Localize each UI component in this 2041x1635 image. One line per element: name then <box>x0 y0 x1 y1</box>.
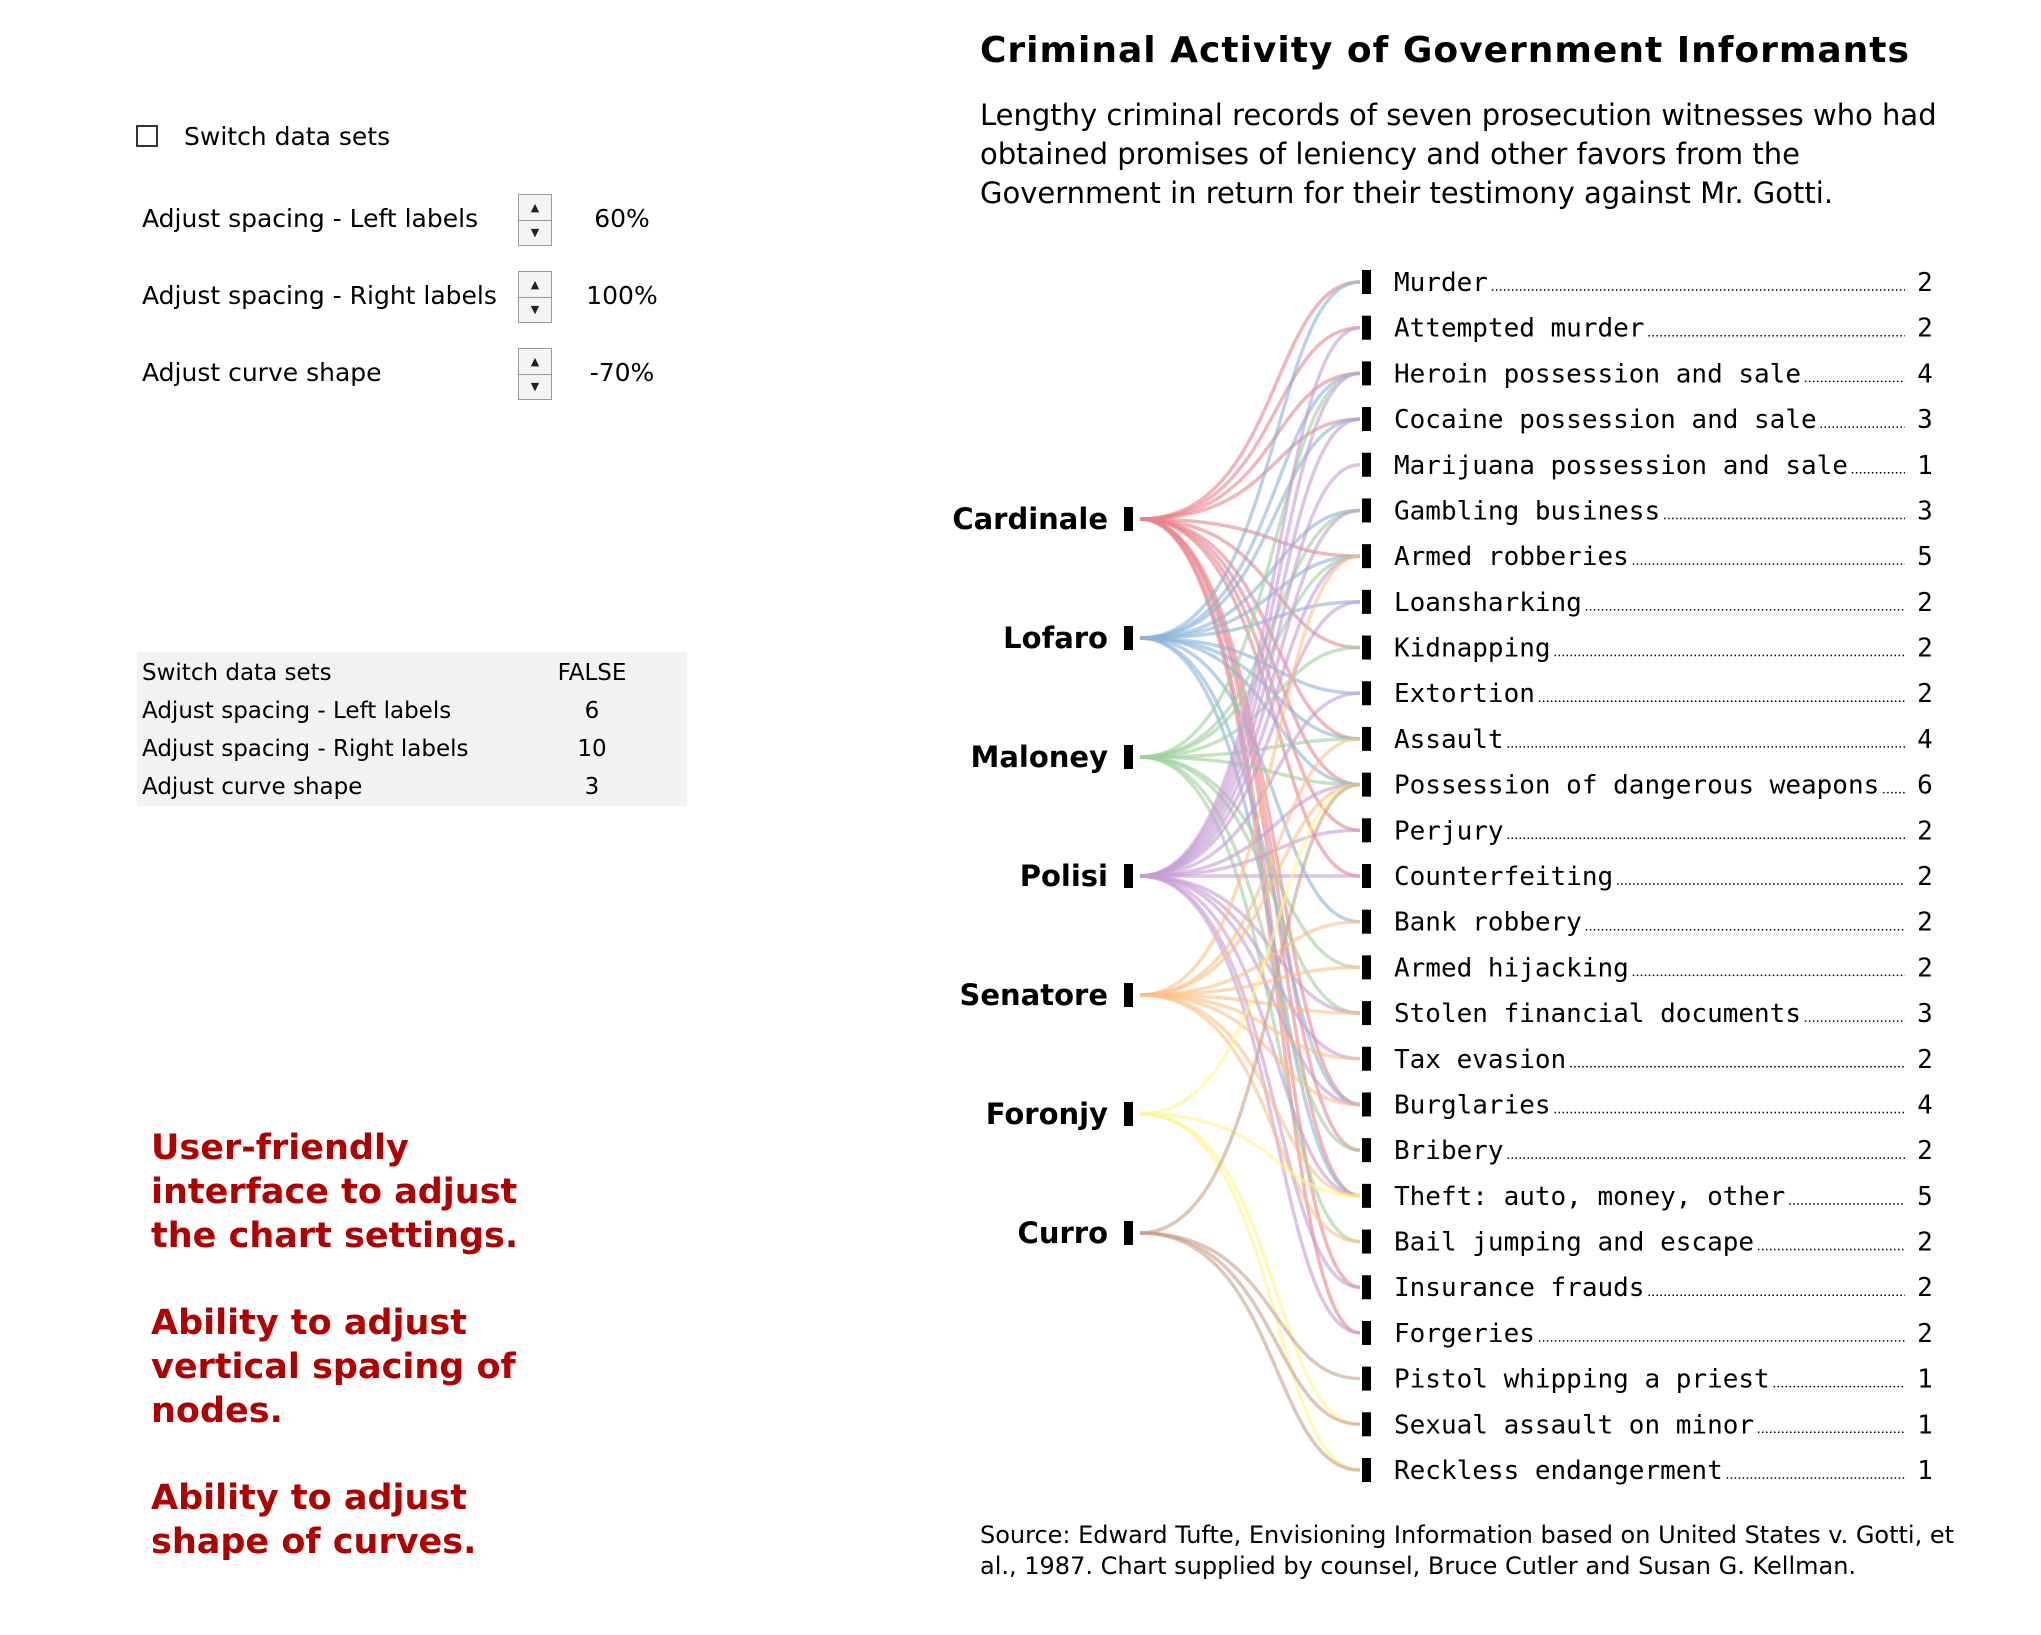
left-spacing-value: 60% <box>594 204 650 233</box>
right-node-marker <box>1362 910 1371 934</box>
right-node-marker <box>1362 1230 1371 1254</box>
feature-note: User-friendly interface to adjust the chart settings. <box>151 1128 519 1256</box>
right-node-count: 2 <box>1917 587 1933 618</box>
right-node-label: Insurance frauds <box>1394 1273 1645 1304</box>
left-node-label: Lofaro <box>1003 621 1108 655</box>
right-node-marker <box>1362 1138 1371 1162</box>
right-node-count: 1 <box>1917 450 1933 481</box>
right-node-count: 6 <box>1917 770 1933 801</box>
spin-up-icon[interactable]: ▲ <box>519 195 551 221</box>
spin-down-icon[interactable]: ▼ <box>530 226 540 239</box>
right-node-marker <box>1362 1367 1371 1391</box>
settings-value: 3 <box>584 774 600 800</box>
right-node-marker <box>1362 316 1371 340</box>
right-node-label: Stolen financial documents <box>1394 999 1801 1030</box>
right-node-count: 2 <box>1917 862 1933 892</box>
right-node-count: 2 <box>1917 1318 1933 1349</box>
right-node-marker <box>1362 636 1371 660</box>
right-node-count: 2 <box>1917 953 1933 984</box>
feature-note: Ability to adjust vertical spacing of nodes. <box>151 1303 516 1431</box>
right-node-marker <box>1362 681 1371 705</box>
spin-down-icon[interactable]: ▼ <box>530 303 540 316</box>
chart-subtitle: Lengthy criminal records of seven prosecution witnesses who had obtained promises of leniency and other favors from the Government in return for their testimony against Mr. Gotti. <box>980 98 1937 210</box>
right-node-count: 2 <box>1917 1136 1933 1167</box>
right-node-marker <box>1362 1001 1371 1025</box>
right-node-label: Bank robbery <box>1394 907 1582 938</box>
right-node-marker <box>1362 864 1371 888</box>
settings-key: Adjust spacing - Left labels <box>142 698 452 724</box>
left-spacing-label: Adjust spacing - Left labels <box>142 204 479 233</box>
right-node-count: 2 <box>1917 1044 1933 1075</box>
right-node-count: 2 <box>1917 816 1933 847</box>
right-node-label: Bribery <box>1394 1136 1504 1167</box>
left-node-label: Cardinale <box>952 502 1108 536</box>
right-node-marker <box>1362 361 1371 385</box>
right-node-marker <box>1362 590 1371 614</box>
curve-shape-label: Adjust curve shape <box>142 358 382 387</box>
right-node-marker <box>1362 818 1371 842</box>
spin-up-icon[interactable]: ▲ <box>519 272 551 298</box>
right-node-count: 2 <box>1917 1273 1933 1304</box>
right-node-label: Possession of dangerous weapons <box>1394 770 1880 801</box>
right-node-count: 5 <box>1917 1181 1933 1212</box>
right-node-marker <box>1362 1047 1371 1071</box>
settings-value: 6 <box>584 698 600 724</box>
right-node-label: Extortion <box>1394 679 1535 710</box>
left-node-marker <box>1124 864 1133 888</box>
settings-key: Adjust curve shape <box>142 774 363 800</box>
right-spacing-label: Adjust spacing - Right labels <box>142 281 497 310</box>
left-node-label: Maloney <box>970 740 1108 774</box>
right-node-label: Gambling business <box>1394 496 1661 527</box>
right-node-marker <box>1362 727 1371 751</box>
right-node-label: Cocaine possession and sale <box>1394 405 1817 436</box>
right-node-count: 4 <box>1917 359 1933 390</box>
link-curve <box>1140 282 1360 638</box>
right-node-label: Attempted murder <box>1394 313 1645 344</box>
right-node-count: 4 <box>1917 1090 1933 1121</box>
right-node-count: 2 <box>1917 313 1933 344</box>
right-node-count: 2 <box>1917 268 1933 298</box>
feature-note: Ability to adjust shape of curves. <box>151 1478 477 1562</box>
right-node-label: Counterfeiting <box>1394 862 1614 892</box>
right-node-marker <box>1362 1275 1371 1299</box>
right-node-count: 4 <box>1917 724 1933 755</box>
settings-value: 10 <box>577 736 607 762</box>
right-node-count: 2 <box>1917 679 1933 710</box>
right-node-marker <box>1362 453 1371 477</box>
settings-value: FALSE <box>557 660 627 686</box>
right-node-label: Forgeries <box>1394 1318 1535 1349</box>
switch-data-sets-label: Switch data sets <box>184 121 391 151</box>
right-node-label: Bail jumping and escape <box>1394 1227 1755 1258</box>
left-node-marker <box>1124 1102 1133 1126</box>
right-node-marker <box>1362 955 1371 979</box>
right-node-marker <box>1362 407 1371 431</box>
right-node-label: Theft: auto, money, other <box>1394 1181 1786 1212</box>
right-node-marker <box>1362 1092 1371 1116</box>
left-node-marker <box>1124 745 1133 769</box>
right-node-count: 5 <box>1917 542 1933 573</box>
curve-shape-value: -70% <box>589 358 655 387</box>
settings-key: Adjust spacing - Right labels <box>142 736 469 762</box>
spin-down-icon[interactable]: ▼ <box>530 380 540 393</box>
right-node-marker <box>1362 1412 1371 1436</box>
right-node-label: Sexual assault on minor <box>1394 1410 1755 1441</box>
link-group <box>1140 282 1360 1470</box>
right-node-label: Heroin possession and sale <box>1394 359 1801 390</box>
right-node-marker <box>1362 1321 1371 1345</box>
right-node-label: Assault <box>1394 724 1504 755</box>
right-node-marker <box>1362 270 1371 294</box>
right-node-count: 3 <box>1917 999 1933 1030</box>
right-node-marker <box>1362 544 1371 568</box>
left-node-label: Polisi <box>1019 859 1108 893</box>
left-node-label: Curro <box>1017 1216 1108 1250</box>
right-node-label: Tax evasion <box>1394 1044 1567 1075</box>
left-node-marker <box>1124 1221 1133 1245</box>
right-node-label: Armed robberies <box>1394 542 1629 573</box>
right-node-label: Perjury <box>1394 816 1504 847</box>
left-node-marker <box>1124 983 1133 1007</box>
right-node-count: 3 <box>1917 496 1933 527</box>
link-curve <box>1140 373 1360 638</box>
right-node-marker <box>1362 773 1371 797</box>
right-node-label: Marijuana possession and sale <box>1394 450 1848 481</box>
chart-source: Source: Edward Tufte, Envisioning Information based on United States v. Gotti, et al., 1987. Chart supplied by counsel, Bruce Cutler and Susan G. Kellman. <box>980 1521 1955 1580</box>
right-node-count: 2 <box>1917 633 1933 664</box>
right-node-count: 2 <box>1917 1227 1933 1258</box>
left-node-label: Foronjy <box>985 1097 1108 1131</box>
link-curve <box>1140 1233 1360 1470</box>
right-node-marker <box>1362 498 1371 522</box>
left-node-marker <box>1124 626 1133 650</box>
right-node-label: Armed hijacking <box>1394 953 1629 984</box>
chart-title: Criminal Activity of Government Informants <box>980 30 1910 71</box>
left-node-label: Senatore <box>959 978 1108 1012</box>
right-node-label: Reckless endangerment <box>1394 1456 1723 1486</box>
right-node-marker <box>1362 1458 1371 1482</box>
settings-key: Switch data sets <box>142 660 332 686</box>
spin-up-icon[interactable]: ▲ <box>519 349 551 375</box>
right-node-count: 2 <box>1917 907 1933 938</box>
right-node-label: Burglaries <box>1394 1090 1551 1121</box>
right-spacing-value: 100% <box>586 281 658 310</box>
right-node-count: 3 <box>1917 405 1933 436</box>
right-node-count: 1 <box>1917 1456 1933 1486</box>
right-node-label: Kidnapping <box>1394 633 1551 664</box>
right-node-label: Loansharking <box>1394 587 1582 618</box>
right-node-count: 1 <box>1917 1410 1933 1441</box>
right-node-marker <box>1362 1184 1371 1208</box>
left-node-marker <box>1124 507 1133 531</box>
right-node-label: Murder <box>1394 268 1488 298</box>
right-node-label: Pistol whipping a priest <box>1394 1364 1770 1395</box>
right-node-count: 1 <box>1917 1364 1933 1395</box>
